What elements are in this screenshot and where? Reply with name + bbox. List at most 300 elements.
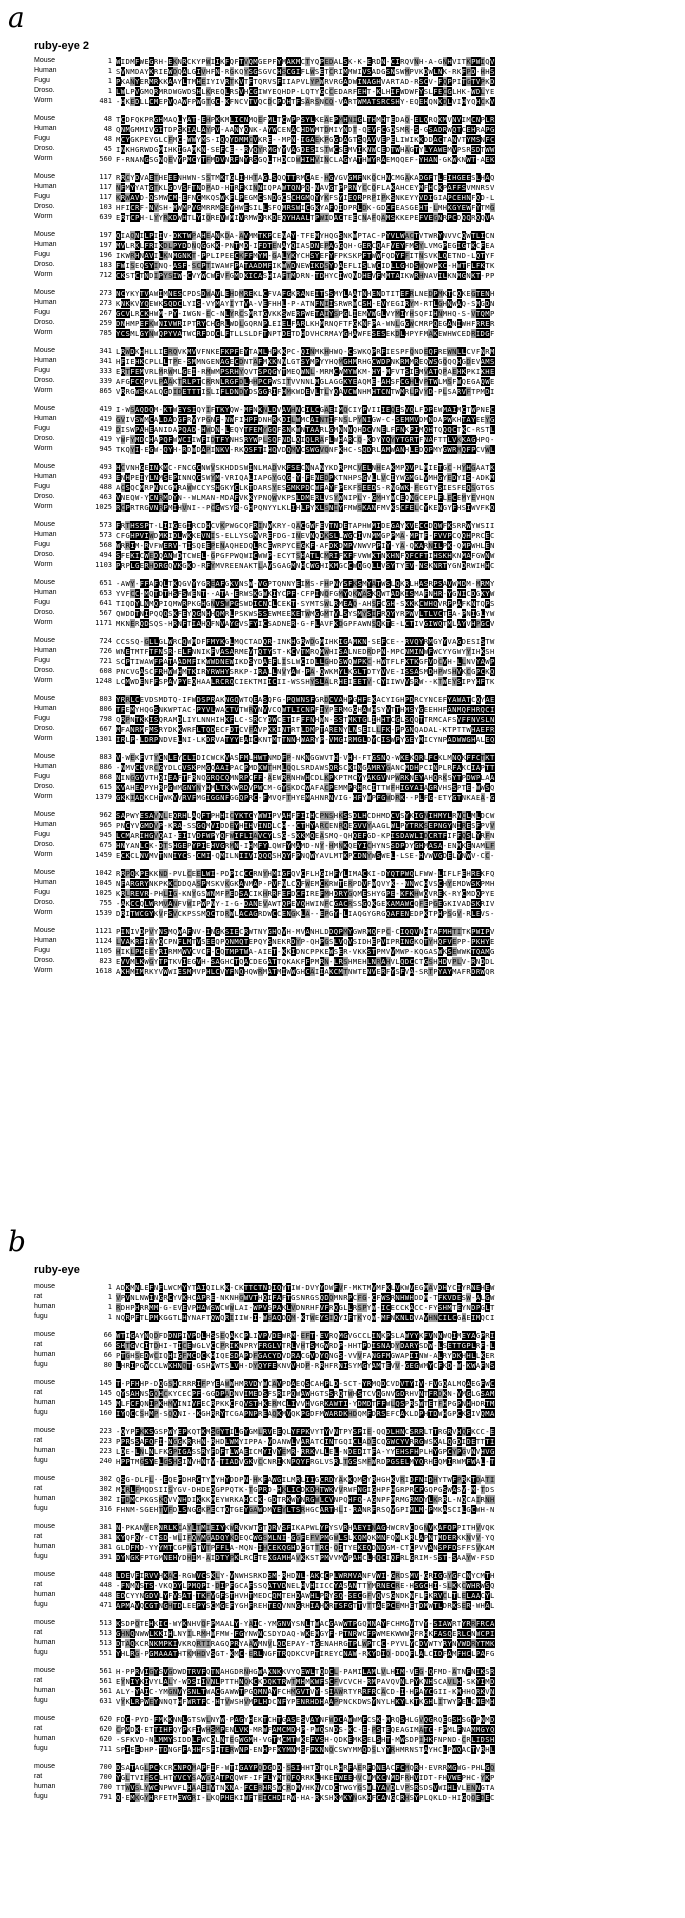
sequence-shading: DNHMPEFKWNIVWRIPTRYCHGRLWDLGQRNPLEIELFARLKHMRNQFTFGKNFPA-WNLGGWCMRPQEGANIWHFRRER: [116, 318, 495, 328]
alignment-row: [34, 1426, 673, 1436]
position-number: 471: [99, 1601, 112, 1609]
sequence-shading: FDC-PYD-FMKKNNLGTSWLNYW-PAGYHEKTCHTGASESVAYNFWDCAWWMFCSK-MRQSHLGVQGRQEGSHSGYPNMD: [116, 1714, 495, 1724]
species-label: Worm: [34, 387, 53, 394]
position-number: 419: [99, 415, 112, 423]
alignment-row: [34, 1648, 673, 1658]
species-label: Mouse: [34, 347, 56, 354]
sequence-shading: MVLRKLFRIKDLPYDDNQGGKK-PNTMD-IFDTENAYQIASDNEPAGGQH-GERCQAFVEYFMSYLVMGPEGIGTKCFEA: [116, 240, 495, 250]
position-number: 1: [107, 1293, 112, 1301]
alignment-row: [34, 704, 673, 714]
sequence-shading: YWFYMDCHAPQFWWCIIWFIDTFYNHSRYWPLSQFNDLQIQLRAFLWHARCQ-KDYYQYYTGRTFNAFTTLVKKAGHPQ-: [116, 434, 495, 444]
sequence-shading: QYSAHNSGQHCKYCECPF-GGDPADNVIMEDSFSRIPQWAWHGTSSRQTWHSTCVQGNVGDRHVNTFRDKN-VMGLGSAM: [116, 1388, 495, 1398]
alignment-row: [34, 462, 673, 472]
species-label: Fugu: [34, 367, 50, 374]
position-number: 160: [99, 1409, 112, 1417]
sequence-shading: PNCYVGMDVP-KRA-SSGQMVIDDEYHIHVINDLCH--CTHYARCENRQEGVVYAAGLWLPYTRKSEPNGYNIRESFPVV: [116, 820, 495, 830]
position-number: 391: [99, 1553, 112, 1561]
alignment-row: [34, 1292, 673, 1302]
species-label: Droso.: [34, 551, 55, 558]
sequence-shading: QNMGMMIVGITDPSKIALAYPV-AANYQNK-AYWCENACHDWMTDMIYNDT-QEVFCGDSMR-S-GSADRWQTCEHRAPG: [116, 124, 495, 134]
species-label: mouse: [34, 1283, 56, 1290]
sequence-shading: NQRPFTLPMKGGTLHYNAFTQWQRIIIW-I-WSAQDQM-KTWEYSIQYIFTKYQW-MFNKNLDVAVHNCILCGAEIMQCI: [116, 1312, 495, 1322]
sequence-shading: DYNGKFPTGMNEHYDHIM-AIDTYPKLRCETEKGAMHAVKKSTPMVVMWPAHCLHQCIQFRLGRIM-SST-SAAYW-FSD: [116, 1552, 495, 1562]
sequence-shading: LDE-LNLNLFKGPIGASSRYFDFTLWAEICMYIVYEMR-RRKVLLEL-NDEDITFA-YYEHSFHPLHYGPCYPGVNVHVG: [116, 1446, 495, 1456]
position-number: 1: [107, 1313, 112, 1321]
sequence-shading: ENHPEIYLNMSEPINNQCSWYM-VRIQALIAPGYGQG-Y-FENEDPKTNHPSGVLLVCIYWGMGLVMHGYEDYIS-ADKM: [116, 472, 495, 482]
sequence-shading: LVAKRFIAYQCPNFLMTVSEEQPQNMQTEPQYSNEKRDYP-QHPGSLVQVSIDHEPVIPRINGKQTYHQFVEPP-PKHYE: [116, 936, 495, 946]
alignment-row: [34, 1590, 673, 1600]
alignment-row: [34, 636, 673, 646]
alignment-block: [34, 1282, 673, 1322]
alignment-block: [34, 1474, 673, 1514]
alignment-row: [34, 96, 673, 106]
position-number: 1121: [95, 927, 112, 935]
sequence-shading: FRTHSSPT-LIIGEGIRCDHCVKPWGCQFRINWKRY-QACGWFEVTNDETAPHWMIDEGAYKVECCDQWFKSRRWYWSII: [116, 520, 495, 530]
position-number: 615: [99, 783, 112, 791]
alignment-row: [34, 734, 673, 744]
alignment-row: [34, 1398, 673, 1408]
sequence-shading: RRPQKPEKKND-PVLCEELWI-PDPICCCRNYHMIGFQVCFLHGIHFYLIMACKI-DYQTPWQLFWW-LIFLFEHREKFQ: [116, 868, 495, 878]
position-number: 712: [99, 271, 112, 279]
sequence-shading: FHNM-SGEHTVFDLSNGGKPECTQTGEYGAWDMYEYLTSRHGCARTHLI-RANRFRSQVGPIMLM-PMKASCILGCWH-N: [116, 1504, 495, 1514]
species-label: human: [34, 1687, 56, 1694]
alignment-block: [34, 462, 673, 512]
sequence-shading: APMAVQCGTNGHTDLEEPYSCMGEFYGHFREHTEQVNNGRHIAHKRTSFGTTVTTAEPCEMHETDMWTLDRKSER-WHAL: [116, 1600, 495, 1610]
species-label: rat: [34, 1485, 43, 1492]
sequence-shading: -AKCCQLWRMVANFVWIPWPNY-I-G-DANEVAWTQPEVQHWINFCGACRSSGQKGEKAMAWCQFEPGEGKIVADSKRIV: [116, 898, 495, 908]
species-label: Fugu: [34, 657, 50, 664]
alignment-row: [34, 646, 673, 656]
species-label: Mouse: [34, 869, 56, 876]
species-label: Fugu: [34, 425, 50, 432]
species-label: Mouse: [34, 521, 56, 528]
alignment-row: [34, 386, 673, 396]
sequence-shading: CPMDK-ETTIHFQYPKFIWHSMPENLVK-MRWFAMCMDHP-PWQSNDS-KC-E-PSTEQEAGIMATC-FPMLFNAMMGYQ: [116, 1724, 495, 1734]
position-number: 103: [99, 203, 112, 211]
species-label: Worm: [34, 677, 53, 684]
species-label: rat: [34, 1437, 43, 1444]
species-label: Mouse: [34, 811, 56, 818]
species-label: Fugu: [34, 251, 50, 258]
species-label: Fugu: [34, 309, 50, 316]
sequence-shading: CFGHPVIWDMKIDLWKKEVNIS-ELLYSGMVREFDG-INEVNQDKSLLWGCIVNMMGPPMA-MPTF-FVVPCQQHPRCEC: [116, 530, 495, 540]
sequence-shading: IYQCCSHMP-SQQNI--KGHRRYTCGAPNPREAQKMVQKPGDFMWARDKHDQMFDRSEFCAKLDPHTDWHGPCKSIVQMA: [116, 1408, 495, 1418]
position-number: 726: [99, 647, 112, 655]
alignment-row: [34, 1494, 673, 1504]
position-number: 868: [99, 773, 112, 781]
species-label: rat: [34, 1389, 43, 1396]
sequence-shading: VYKLRPWEYNNQTHFWRTFC-HTVWSHVMPLHDCNFYPENRHDHAAPPNCKDWSYNYLHKYLKTKGHLITWYPELCMEMH: [116, 1696, 495, 1706]
alignment-row: [34, 926, 673, 936]
species-label: fugu: [34, 1313, 48, 1320]
species-label: Worm: [34, 329, 53, 336]
species-label: human: [34, 1543, 56, 1550]
species-label: Droso.: [34, 377, 55, 384]
alignment-block: [34, 1714, 673, 1754]
alignment-row: [34, 1552, 673, 1562]
alignment-block: [34, 1762, 673, 1802]
alignment-block: [34, 346, 673, 396]
alignment-row: [34, 502, 673, 512]
alignment-row: [34, 840, 673, 850]
alignment-row: [34, 404, 673, 414]
alignment-row: [34, 154, 673, 164]
alignment-row: [34, 308, 673, 318]
alignment-row: [34, 1436, 673, 1446]
alignment-row: [34, 530, 673, 540]
species-label: Droso.: [34, 145, 55, 152]
sequence-shading: -HKEDLLCMEPVQAWFPWGTGC-KFNCVTVQCDCPDHTFSARSNCQ-VARTWMATSRCSHY-EQEHQNKDLVIHYQHCKV: [116, 96, 495, 106]
species-label: Human: [34, 647, 57, 654]
position-number: 1: [107, 67, 112, 75]
position-number: 608: [99, 667, 112, 675]
panel-a-letter: a: [8, 1, 25, 34]
alignment-row: [34, 772, 673, 782]
alignment-row: [34, 956, 673, 966]
species-label: Fugu: [34, 773, 50, 780]
alignment-row: [34, 1676, 673, 1686]
position-number: 223: [99, 1437, 112, 1445]
position-number: 620: [99, 1735, 112, 1743]
position-number: 463: [99, 493, 112, 501]
species-label: Worm: [34, 851, 53, 858]
alignment-row: [34, 1762, 673, 1772]
position-number: 1103: [95, 561, 112, 569]
sequence-shading: IKWRHNAVILKNMGNKT-PPLIPEECKFFMYM-GALYKYCHSYEFYFPKSKPFTWWFQDYFFITNSVKLQETND-LQTYF: [116, 250, 495, 260]
alignment-row: [34, 1600, 673, 1610]
species-label: Human: [34, 589, 57, 596]
sequence-shading: EYNIYKIVYLALY-WDSIIVNLPTTHNQKCKDQKTRWTMHMKWFSCFVCVCH-RMPAVQVNLPYKNHSCAVLH-SKYIMD: [116, 1676, 495, 1686]
alignment-row: [34, 346, 673, 356]
species-label: Fugu: [34, 77, 50, 84]
alignment-row: [34, 288, 673, 298]
position-number: 196: [99, 251, 112, 259]
sequence-shading: NINGGVVTHQIEAFTFRNQGRQCQMNRPCFF-AEWRRNHWHCDLKPKPTMCYYAKGVNPWRKNEYAHQRKSYTPDWPLAA: [116, 772, 495, 782]
position-number: 419: [99, 435, 112, 443]
position-number: 1539: [95, 909, 112, 917]
species-label: fugu: [34, 1505, 48, 1512]
species-label: Worm: [34, 271, 53, 278]
species-label: Mouse: [34, 405, 56, 412]
species-label: Human: [34, 125, 57, 132]
position-number: 341: [99, 357, 112, 365]
sequence-shading: KSDPQTEHKIC-WYKNHVQFPMAALY-YAIC-YMGNVYSNLTWACGAWWTPGQMNAYFCHMGVTVY-SIAWRTYRRFRCA: [116, 1618, 495, 1628]
alignment-block: [34, 694, 673, 744]
position-number: 823: [99, 957, 112, 965]
species-label: Fugu: [34, 599, 50, 606]
sequence-shading: PNCVGASCFRHWWHMTKIRYRWHYSRKP-IRALLNVYAW-PA-QWKMYLKGLTDTYVVE-ISSASMDHPWSHVKCGPCKQ: [116, 666, 495, 676]
alignment-row: [34, 1388, 673, 1398]
species-label: mouse: [34, 1379, 56, 1386]
position-number: 639: [99, 213, 112, 221]
sequence-shading: AKHMIMRKYVWWIESMMVPHLCVYFNQHQWRMATMIWWGHCAIIAKCMTNWTENVERFYSFVA-SRTPYAYMAFRDRWQR: [116, 966, 495, 976]
species-label: rat: [34, 1725, 43, 1732]
alignment-block: [34, 1618, 673, 1658]
position-number: 419: [99, 425, 112, 433]
sequence-shading: MKNERQDSQS-HRNFTIAHQFNVAYGVSFYICSADNER-G-FLAVFKDGPFAWNSQKTE-LCTIVGIWQTMLAYVHPGCV: [116, 618, 495, 628]
sequence-shading: ADKMNLEFNFLWCMYYTAIQILKK-CKTTCTNDIQYTIW-DVYYDWFVF-MKTMVMFKLVKWVEGMAVDHYCIYRNEHEW: [116, 1282, 495, 1292]
alignment-row: [34, 608, 673, 618]
sequence-shading: SAPWYESAVNLEQRHLAQFTPHHICYKTCYWWIPVAHFFIIHCPNSHKSSDLHCDHMDCVSYKIGNIHMYLRNCLMLDCW: [116, 810, 495, 820]
sequence-shading: HPPTMGSYELGSHSINVHNTV-TIADVGKVCCNRIKNPQYFRGLVSRLTGSSMFWRDPGSELMYQRHEQMIRWMFWAL-T: [116, 1456, 495, 1466]
position-number: 711: [99, 1745, 112, 1753]
sequence-shading: SVNMDAYKRIEWDQALGIVHFN-RGKQYSGSGVCHSCGIFLWSETCRIMMWIVSADGSNSWMPVKDWLNK-RKFPD-HHS: [116, 66, 495, 76]
position-number: 1: [107, 87, 112, 95]
sequence-shading: VNEQW-YCNRMDYN--WLMAN-MDAFVKKYPNQWVKPSLDMERLVSYWNIPLY-GMHYWCEQNGCEPLFLECEMYEVHQN: [116, 492, 495, 502]
position-number: 631: [99, 1697, 112, 1705]
position-number: 1105: [95, 947, 112, 955]
species-label: human: [34, 1495, 56, 1502]
sequence-shading: CKSTCTNDIPYSIW-CVYWCWFVFGMDKICASHIAFTMDRN-TDHYCIWQNDHEVFMMTAIKWRHNAVILKNMGNKT-PP: [116, 270, 495, 280]
alignment-row: [34, 966, 673, 976]
position-number: 494: [99, 551, 112, 559]
alignment-row: [34, 540, 673, 550]
species-label: Droso.: [34, 783, 55, 790]
position-number: 560: [99, 155, 112, 163]
sequence-shading: WTIGAYNQDFDDNPIVPDLHSSEQAKCPLIVPVDEWRM-EFT-EVRQMGVGCCLINKPSLAWYYKFVNNWQIMEYAGPRI: [116, 1330, 495, 1340]
species-label: human: [34, 1447, 56, 1454]
sequence-shading: FWISEQSYINQ-ASF-SCPTIWAWFPATAADMFIKWWDNEWIKDSYDAEFLISLWCIDLLGHDSWQWPKC-HWTFLFKTK: [116, 260, 495, 270]
species-label: Worm: [34, 97, 53, 104]
species-label: Worm: [34, 619, 53, 626]
species-label: human: [34, 1591, 56, 1598]
species-label: Human: [34, 879, 57, 886]
position-number: 183: [99, 261, 112, 269]
species-label: Worm: [34, 735, 53, 742]
species-label: Fugu: [34, 947, 50, 954]
species-label: mouse: [34, 1475, 56, 1482]
sequence-shading: EDCYYNGDVLYFVSAT-TKFVGFSTHVHTMEDCQMTEHDAWHLPRYSQ-SECGFVQVSGNDKNFLFKRVCLTLELAACYL: [116, 1590, 495, 1600]
alignment-row: [34, 656, 673, 666]
species-label: mouse: [34, 1619, 56, 1626]
alignment-row: [34, 1522, 673, 1532]
species-label: Droso.: [34, 493, 55, 500]
alignment-row: [34, 356, 673, 366]
alignment-row: [34, 124, 673, 134]
position-number: 259: [99, 319, 112, 327]
species-label: Human: [34, 183, 57, 190]
position-number: 66: [103, 1331, 112, 1339]
position-number: 145: [99, 1389, 112, 1397]
alignment-row: [34, 492, 673, 502]
sequence-shading: WRRIM-RVFWERV-TISQEEPENAQHEDQLRCEWRPYCEGKF-AFDKDMPVNWVPPIY-YA-QKARNILPK-QMPWHLEN: [116, 540, 495, 550]
alignment-row: [34, 1484, 673, 1494]
sequence-shading: MHRLFMQDSIISYGV-DHDEQGPPQTK-TGPRD-HKLICDKDHTWKVVRWFNGIGHPFHGRPRCPGQPGSWASV-M-TDS: [116, 1484, 495, 1494]
position-number: 573: [99, 521, 112, 529]
alignment-row: [34, 850, 673, 860]
position-number: 45: [103, 145, 112, 153]
alignment-row: [34, 1714, 673, 1724]
species-label: fugu: [34, 1601, 48, 1608]
position-number: 798: [99, 715, 112, 723]
position-number: 48: [103, 125, 112, 133]
alignment-row: [34, 270, 673, 280]
species-label: rat: [34, 1629, 43, 1636]
alignment-row: [34, 250, 673, 260]
position-number: 865: [99, 387, 112, 395]
species-label: rat: [34, 1293, 43, 1300]
alignment-row: [34, 888, 673, 898]
alignment-row: [34, 1474, 673, 1484]
position-number: 653: [99, 589, 112, 597]
position-number: 1459: [95, 851, 112, 859]
position-number: 1618: [95, 967, 112, 975]
species-label: fugu: [34, 1745, 48, 1752]
alignment-row: [34, 762, 673, 772]
sequence-shading: WIDMFWEGRH-EKNRCKYPWIIKFQFTVQMGEPFYMAKMCTYQPEDALSK-K-ERDN-CIRQVNH-A-GNHVITKPWIQV: [116, 56, 495, 66]
position-number: 1025: [95, 889, 112, 897]
position-number: 513: [99, 1619, 112, 1627]
position-number: 302: [99, 1485, 112, 1493]
sequence-shading: AFGFCQPVLPAAKTRLPTCRRNLRGFDLHHPCPWSITVVNNLMGLAGGKYEAQME-AHSFCGHLVPTWLMSFWQEGAQWE: [116, 376, 495, 386]
alignment-row: [34, 260, 673, 270]
sequence-shading: PINIVDPVYNSMQWAFNV-INGKSIECRWTNYGHQVH-MVANHLDDQPMYGWRMQFPC-CIQQVNHTAFMHTITKPWIPV: [116, 926, 495, 936]
species-label: mouse: [34, 1715, 56, 1722]
position-number: 962: [99, 811, 112, 819]
alignment-row: [34, 212, 673, 222]
species-label: Mouse: [34, 927, 56, 934]
sequence-shading: I-WSAQDQM-KTWEYSIQYIFTKYQW-MFNKNLDVAVHNCILCGAEIMQCIYPVIIIEQESVQLFDPEWMAIMCTWPNEC: [116, 404, 495, 414]
species-label: Droso.: [34, 87, 55, 94]
sequence-shading: ERTFEMVRLMRWMLGEI-RMWMPSRHYQVTSPQGYTMEQWNL-MRMCWMYWKM-HY-MFVTSIEMVATQPAEHKPKIKHE: [116, 366, 495, 376]
sequence-shading: MLFCFQNIPKHMVINIVFECRPKKCFQVSTHKERMCLIVVHVGRKAWTI-YDMDTFFWLQSPRSWTETFHPGPNHHDRTM: [116, 1398, 495, 1408]
sequence-shading: WNETMTFTFNSR-ELFNNIKFVASARMEVTQTYST-KCVTMRQMWHISALNEDRDPN-MPCNMINWFWCYYGWYYIHKSH: [116, 646, 495, 656]
species-label: Fugu: [34, 541, 50, 548]
alignment-row: [34, 666, 673, 676]
species-label: Worm: [34, 445, 53, 452]
alignment-block: [34, 520, 673, 570]
alignment-row: [34, 444, 673, 454]
sequence-shading: Q-EMKGYHRFETMEWGRI-LKQPHEKIWFTEICHDIRW-HA-RKSHKMKYNGKHFCANGCRHSYPLQKLD-HIGQQEDEC: [116, 1792, 495, 1802]
sequence-shading: PKANYERMRKKAAYLTMHEIYIVRTKVTFTQRVSFIIAPVLYPWRVRGADWINAGHVARTAD-RSCV-FQPPITGTVPKD: [116, 76, 495, 86]
species-label: Droso.: [34, 725, 55, 732]
alignment-row: [34, 86, 673, 96]
position-number: 573: [99, 531, 112, 539]
species-label: Fugu: [34, 715, 50, 722]
species-label: Fugu: [34, 831, 50, 838]
alignment-row: [34, 694, 673, 704]
sequence-shading: GHNQNWWLKKIHLNYILRMHWFMW-FGYNWNCSDYDAQ-WKEMGYF-PTNRWCFPWMEKWWWRFRHKFASQERLCNWCPI: [116, 1628, 495, 1638]
species-label: rat: [34, 1773, 43, 1780]
sequence-shading: LCMARIHGVQAI-EIIVDFWPYQFWIFLIAVCYLSG-SKKMQEASMQ-QHQEFGD-KPISDAWLIDCRTFIFFQSLYRFN: [116, 830, 495, 840]
position-number: 965: [99, 821, 112, 829]
sequence-shading: VRRGWSKALQGDIDETTTISLIFLDNDYDSGGRIFHMKWDEVLTLYQAVCWNHMHTCNTWMRLPVYD-PLSARVFTPMDI: [116, 386, 495, 396]
sequence-shading: SHTGVCITDHI-TICEWGLVCCPRIKNPRYFRGLVTRLVHTSMGWRDP-HHTPDISNADYDARYSDW-LSETTGPLRF-L: [116, 1340, 495, 1350]
sequence-shading: QSG-DLFL--EQEFDHRCTYWYHYDDPN-HKFAWGILMRLIIGCRDYAKKQMSYRHGHKVRIDFNIDHYTWFPRKTDATI: [116, 1474, 495, 1484]
position-number: 493: [99, 473, 112, 481]
alignment-row: [34, 830, 673, 840]
position-number: 223: [99, 1447, 112, 1455]
sequence-shading: F-RNANGSGNQEVYPMCYTFMDVNRFNYRSGQLTHDCDWHIHVINCLAGYATHWYRAEMQQEF-YHAN-GKWKNWT-AEK: [116, 154, 495, 164]
position-number: 1025: [95, 503, 112, 511]
species-label: Human: [34, 67, 57, 74]
species-label: Droso.: [34, 899, 55, 906]
alignment-row: [34, 1638, 673, 1648]
alignment-row: [34, 878, 673, 888]
alignment-row: [34, 298, 673, 308]
sequence-shading: NCYKYTVAWIMNESCPDSDWAVLEHDMREKLCFVAFGKRANEITSSMYLAATNHENDTITEFRLNEDPMKTCQKEGTENH: [116, 288, 495, 298]
sequence-shading: GLDFMD-YYYMTCGPNPTVTPFFLA-MQN-IHCEKQGHDCGTTRC-QITYEKEQDNDGM-CTCPVVANSPFDSFFSVKAM: [116, 1542, 495, 1552]
sequence-shading: HCVNHGEINKMC-FNCGCNWVSKHDDSWINLMADVKFSECNNANYKDRPMCVELNHEAKMPQVPLMIETGC-HYHGAATK: [116, 462, 495, 472]
alignment-row: [34, 724, 673, 734]
position-number: 1: [107, 1283, 112, 1291]
sequence-shading: QWDDTNIPQQQSKFEYQGNHHQMRLPSKWSSSEWMEEKETWMGGMTVLSYSMYSIFRQYYRPWVLTLVCTEA-PNIGLYW: [116, 608, 495, 618]
sequence-shading: LCMWDENFFSPAVPYEQHAALRCRQCIEKTMIICII-WSSHYSLALRHEIEETV-CYIIWVVSRW--KTWEYSIPYHFTK: [116, 676, 495, 686]
sequence-shading: NFARGRYNKPKKCDDQASPMSKVKGKANMAP-PVFNLCQFWEMCKRWTERPDVFWQVYK--NNWCHVSCHYEMDWSKPMH: [116, 878, 495, 888]
species-label: human: [34, 1639, 56, 1646]
position-number: 493: [99, 463, 112, 471]
sequence-shading: MFANRMFMSRYDKKWRFLTQDECFDTCVFAVPKKINTRTLDMPTARENYLNSEILLFK-PPGNQADAL-KTPTTWHAEFR: [116, 724, 495, 734]
alignment-row: [34, 676, 673, 686]
species-label: rat: [34, 1677, 43, 1684]
position-number: 700: [99, 1763, 112, 1771]
sequence-shading: KYQFQY-CTSD-WLIFQWMGADQYKDEQCWGSMLNI-GGFEFVPMGWLSLKQMQKMNFQMLKRLAPNTMDERKKNVV-YQ: [116, 1532, 495, 1542]
alignment-row: [34, 1580, 673, 1590]
alignment-row: [34, 1772, 673, 1782]
position-number: 419: [99, 405, 112, 413]
alignment-row: [34, 1792, 673, 1802]
species-label: fugu: [34, 1457, 48, 1464]
alignment-row: [34, 376, 673, 386]
alignment-row: [34, 946, 673, 956]
sequence-shading: IRLP-LDRPNDVELNI-LKDRVATYYEAICKNTMTTNNHWARYP-VMGIRMGLDYCISWPYGEYMICYNPADWWGHALEQ: [116, 734, 495, 744]
position-number: 945: [99, 445, 112, 453]
alignment-block: [34, 230, 673, 280]
species-label: Mouse: [34, 57, 56, 64]
sequence-shading: PPRSSAFQFI-NGGKRRHN-RHDLWMYIPPA-VDANWLVARATCINTGQICLADECQGWCYVRRGWSKALQGDIDETTTI: [116, 1436, 495, 1446]
position-number: 488: [99, 483, 112, 491]
sequence-shading: NFMYYATGTKLGDVSFTNDPAD-HTRFKINNIQPAWTQNPQ-NAVGTPPRNYCCQFLAKAHCEYMFHCKPAFFSVMNRSV: [116, 182, 495, 192]
sequence-shading: TCDFQKPRGHMAQLYAT-EHPKKMLICNMQEFMLTCWPPSYLKEAEPMHNIGLTHMHTEDAQ-ELQRQKMVNVIMCNPLR: [116, 114, 495, 124]
species-label: Worm: [34, 561, 53, 568]
position-number: 341: [99, 347, 112, 355]
alignment-row: [34, 550, 673, 560]
species-label: fugu: [34, 1361, 48, 1368]
position-number: 568: [99, 541, 112, 549]
sequence-shading: ACSQCMRPNNCGMRAWWCCYSHGKYCLKTDARSYESSMKPDCWFAYFPEKFSEEDS-RNGWK-FEGTYSIESFEQSGTGS: [116, 482, 495, 492]
sequence-shading: GVIVSWMCALDADGFRVYPGNF-NWFIHPFDNHRKDILWMCAINTIFNSLPYNIGW-C-SEMMVDMNDAPWKHTAYEEYG: [116, 414, 495, 424]
panel-b-title: ruby-eye: [34, 1264, 80, 1276]
sequence-shading: MCYGKPEYGLCFMC-WWYMS-IQQYDMMCVKRE--MPN-IGAEKPGGDAGTSQAVVEPELIWIKKDDACTANVTYMSNFC: [116, 134, 495, 144]
position-number: 1171: [95, 619, 112, 627]
species-label: human: [34, 1783, 56, 1790]
alignment-row: [34, 618, 673, 628]
alignment-block: [34, 1666, 673, 1706]
position-number: 806: [99, 705, 112, 713]
alignment-row: [34, 144, 673, 154]
alignment-row: [34, 578, 673, 588]
alignment-row: [34, 936, 673, 946]
species-label: Mouse: [34, 579, 56, 586]
species-label: Mouse: [34, 231, 56, 238]
position-number: 339: [99, 377, 112, 385]
sequence-shading: GCVLRCKHWM-PY-IWGN-EC-NLYRCSMRTGVKKSWERPWETAIYSPGLIEMVWGLVYMIYHSQFIHNMHQ-S-VTQMP: [116, 308, 495, 318]
sequence-shading: ECKCLNVMVTNNIYCS-CMI-QMILNIIVIQQQSHQYFPNQWYAVLMTKPCDNYWSWEL-LSE-HVWVGDELYNWV-CC-: [116, 850, 495, 860]
alignment-row: [34, 240, 673, 250]
alignment-row: [34, 56, 673, 66]
sequence-shading: DTAQKCRNKMPKIVKRQRTIRAGQPRYAAWMNVLQDEPAY-TGENAHRGTPLWPTCC-PYVLYCDVWTYRYNVWDRYTMK: [116, 1638, 495, 1648]
species-label: human: [34, 1399, 56, 1406]
position-number: 1124: [95, 937, 112, 945]
position-number: 641: [99, 599, 112, 607]
alignment-row: [34, 598, 673, 608]
sequence-shading: INKHGRWDGMIHKIGAMKN-SEFCE--RVQYRMGYYVAGDESISTWCSEMVIKNWCEDTWHAGTYLYAWEMVPSRSDTWW: [116, 144, 495, 154]
position-number: 1: [107, 57, 112, 65]
species-label: Human: [34, 937, 57, 944]
species-label: Mouse: [34, 753, 56, 760]
position-number: 66: [103, 1341, 112, 1349]
position-number: 724: [99, 637, 112, 645]
